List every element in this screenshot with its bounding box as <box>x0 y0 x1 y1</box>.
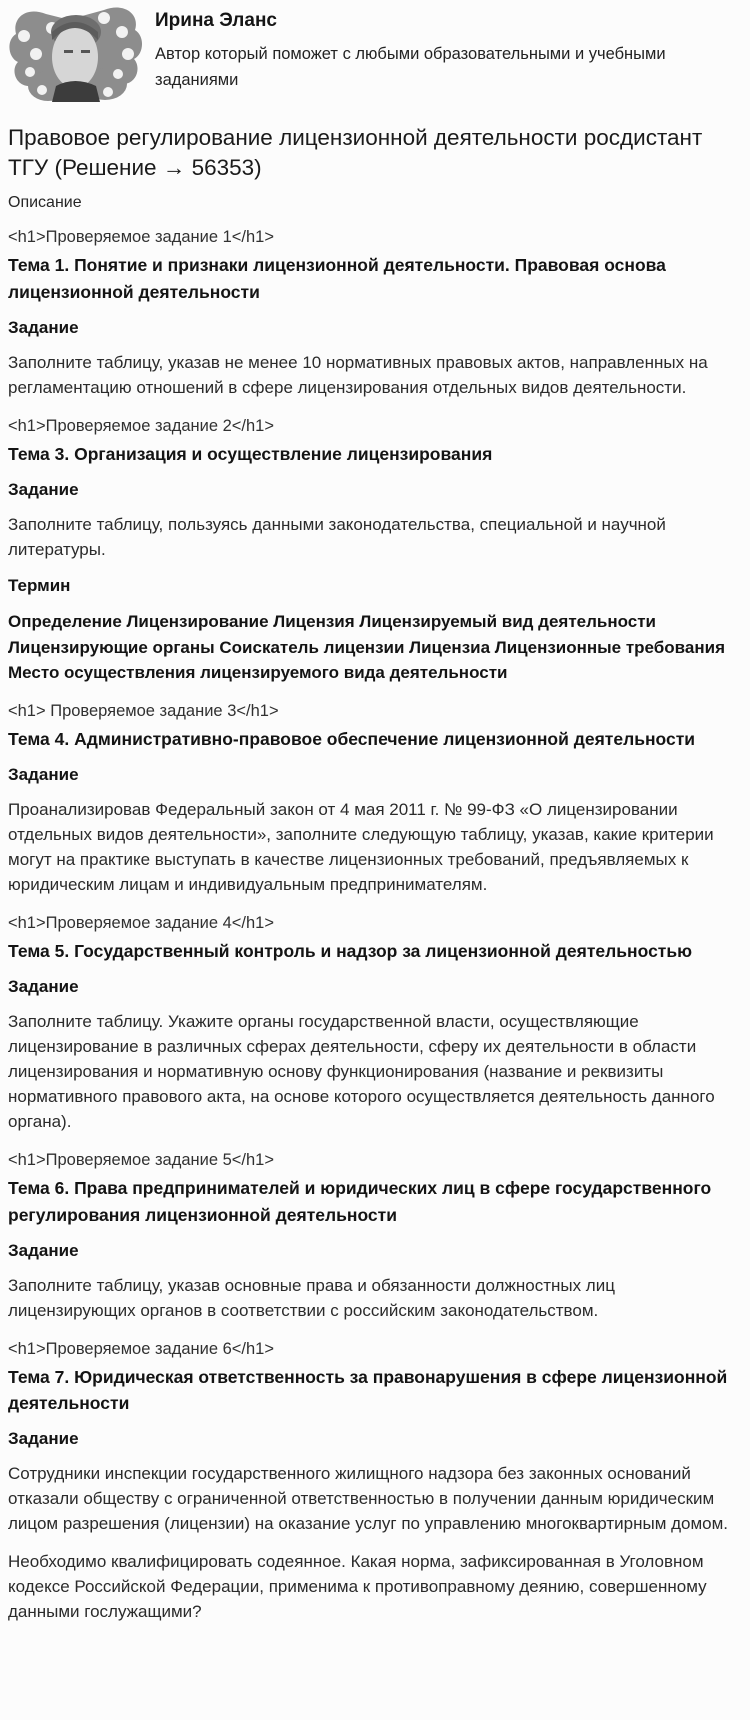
page-title: Правовое регулирование лицензионной деятельности росдистант ТГУ (Решение → 56353) <box>8 125 703 180</box>
theme-heading: Тема 6. Права предпринимателей и юридических лиц в сфере государственного регулирования лицензионной деятельности <box>8 1178 712 1225</box>
task-marker-code-line: <h1>Проверяемое задание 2</h1> <box>8 416 274 435</box>
task-paragraph: Заполните таблицу, указав не менее 10 нормативных правовых актов, направленных на регламентацию отношений в сфере лицензирования отдельных видов деятельности. <box>8 352 708 397</box>
author-info <box>155 2 735 93</box>
solution-article <box>8 123 740 1625</box>
description-label: Описание <box>8 194 82 212</box>
theme-heading: Тема 4. Административно-правовое обеспечение лицензионной деятельности <box>8 728 696 749</box>
section-label: Задание <box>8 977 79 997</box>
author-avatar <box>8 2 143 105</box>
author-name: Ирина Эланс <box>155 10 277 31</box>
section-label: Задание <box>8 765 79 785</box>
theme-heading: Тема 1. Понятие и признаки лицензионной деятельности. Правовая основа лицензионной деятельности <box>8 255 666 302</box>
task-paragraph: Необходимо квалифицировать содеянное. Какая норма, зафиксированная в Уголовном кодексе Российской Федерации, применима к противоправному деянию, совершенному данными гослужащими? <box>8 1552 707 1622</box>
section-label: Термин <box>8 576 71 596</box>
section-label: Задание <box>8 1429 79 1449</box>
task-marker-code-line: <h1>Проверяемое задание 4</h1> <box>8 914 274 933</box>
section-label: Задание <box>8 317 79 337</box>
butterfly-collage-icon <box>8 2 143 105</box>
task-paragraph: Сотрудники инспекции государственного жилищного надзора без законных оснований отказали обществу с ограниченной ответственностью в получении данным юридическим лицом разрешения (лицензии) на оказание услуг по управлению многоквартирным домом. <box>8 1464 729 1534</box>
task-paragraph: Заполните таблицу, пользуясь данными законодательства, специальной и научной литературы. <box>8 515 666 560</box>
theme-heading: Тема 7. Юридическая ответственность за правонарушения в сфере лицензионной деятельности <box>8 1366 728 1414</box>
section-label: Задание <box>8 480 79 500</box>
task-marker-code-line: <h1>Проверяемое задание 5</h1> <box>8 1151 274 1170</box>
terms-list-line: Определение Лицензирование Лицензия Лицензируемый вид деятельности Лицензирующие органы Соискатель лицензии Лицензиа Лицензионные требования Место осуществления лицензируемого вида деятельности <box>8 612 725 683</box>
author-header <box>8 2 740 105</box>
theme-heading: Тема 3. Организация и осуществление лицензирования <box>8 444 493 465</box>
author-description: Автор который поможет с любыми образовательными и учебными заданиями <box>155 45 666 89</box>
section-label: Задание <box>8 1240 79 1260</box>
task-marker-code-line: <h1>Проверяемое задание 1</h1> <box>8 228 274 247</box>
description-body <box>8 226 740 1625</box>
theme-heading: Тема 5. Государственный контроль и надзор за лицензионной деятельностью <box>8 941 693 962</box>
task-paragraph: Заполните таблицу. Укажите органы государственной власти, осуществляющие лицензирование в различных сферах деятельности, сферу их деятельности в области лицензирования и нормативную основу функционирования (название и реквизиты нормативного правового акта, на основе которого осуществляется деятельность данного органа). <box>8 1012 715 1132</box>
task-paragraph: Проанализировав Федеральный закон от 4 мая 2011 г. № 99-ФЗ «О лицензировании отдельных видов деятельности», заполните следующую таблицу, указав, какие критерии могут на практике выступать в качестве лицензионных требований, предъявляемых к юридическим лицам и индивидуальным предпринимателям. <box>8 800 714 895</box>
task-marker-code-line: <h1> Проверяемое задание 3</h1> <box>8 701 279 720</box>
task-marker-code-line: <h1>Проверяемое задание 6</h1> <box>8 1339 274 1358</box>
task-paragraph: Заполните таблицу, указав основные права и обязанности должностных лиц лицензирующих органов в соответствии с российским законодательством. <box>8 1275 615 1320</box>
